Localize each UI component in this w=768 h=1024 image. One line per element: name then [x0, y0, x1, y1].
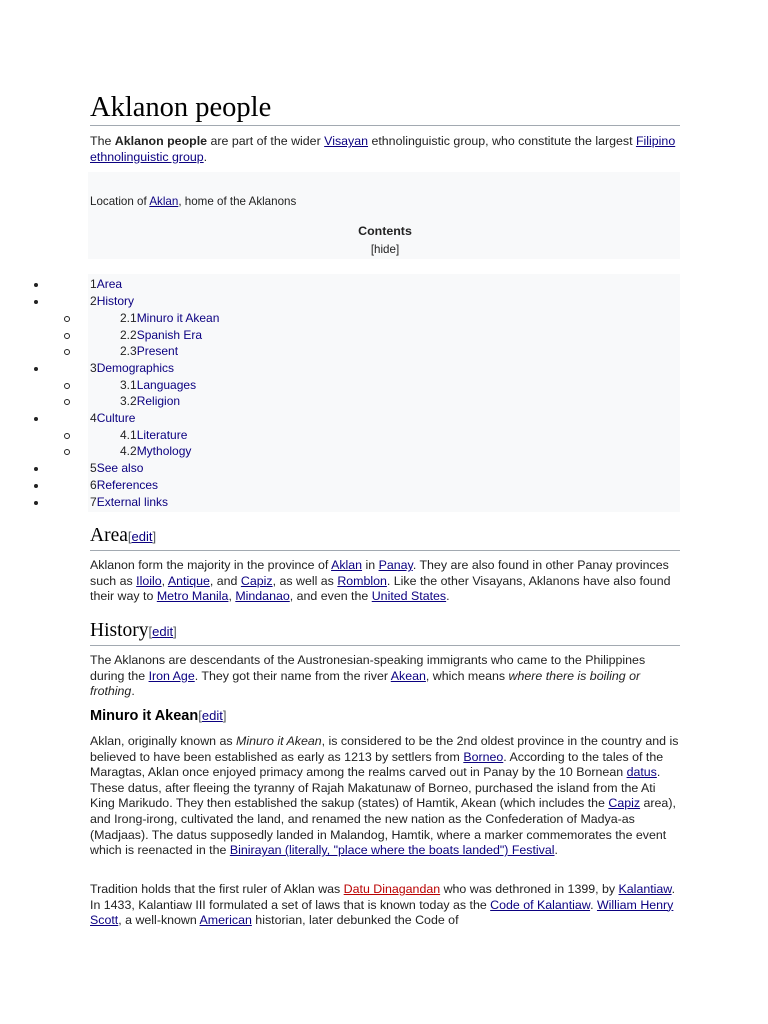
- toc-number: 4: [90, 410, 97, 425]
- link-datu-dinagandan[interactable]: Datu Dinagandan: [343, 882, 441, 896]
- link-romblon[interactable]: Romblon: [337, 573, 387, 588]
- link-capiz-2[interactable]: Capiz: [608, 796, 641, 811]
- link-datus[interactable]: datus: [626, 765, 657, 780]
- toc-number: 4.2: [120, 444, 137, 458]
- toc-number: 2.2: [120, 327, 137, 342]
- heading-minuro-it-akean: Minuro it Akean[edit]: [90, 708, 227, 724]
- toc-number: 3.2: [120, 394, 137, 408]
- toc-link[interactable]: [120, 428, 187, 442]
- lead-paragraph: The Aklanon people are part of the wider Visayan ethnolinguistic group, who constitute the largest Filipino ethnolinguistic group.: [90, 134, 676, 164]
- page-title: Aklanon people: [90, 92, 680, 126]
- toc-label: Languages: [136, 377, 197, 392]
- toc-number: 2: [90, 294, 97, 308]
- toc-number: 4.1: [120, 427, 137, 442]
- toc-label: Present: [136, 344, 179, 358]
- toc-number: 6: [90, 477, 97, 492]
- toc-link[interactable]: [120, 394, 180, 408]
- toc-label: Culture: [96, 410, 136, 425]
- minuro-paragraph-1: Aklan, originally known as Minuro it Akean, is considered to be the 2nd oldest province in the country and is believed to have been established as early as 1213 by settlers from Borneo. According to the tales of the Maragtas, Aklan once enjoyed primacy among the realms carved out in Panay by the 10 Bornean datus. These datus, after fleeing the tyranny of Rajah Makatunaw of Borneo, purchased the island from the Ati King Marikudo. They then established the sakup (states) of Hamtik, Akean (which includes the Capiz area), and Irong-irong, cultivated the land, and renamed the new nation as the Confederation of Madya-as (Madjaas). The datus supposedly landed in Malandog, Hamtik, where a marker commemorates the event which is reenacted in the Binirayan (literally, "place where the boats landed") Festival.: [90, 734, 679, 858]
- edit-section-history[interactable]: [edit]: [148, 624, 177, 639]
- link-binirayan-festival[interactable]: Binirayan (literally, "place where the boats landed") Festival: [229, 843, 555, 858]
- link-iloilo[interactable]: Iloilo: [136, 573, 162, 588]
- toc-item[interactable]: [66, 410, 680, 427]
- link-aklan-2[interactable]: Aklan: [331, 558, 363, 572]
- link-akean[interactable]: Akean: [390, 668, 426, 683]
- toc-number: 3.1: [120, 377, 137, 392]
- figure-caption: Location of Aklan, home of the Aklanons: [90, 195, 297, 208]
- toc-item[interactable]: [66, 293, 680, 310]
- toc-item[interactable]: [66, 327, 680, 344]
- toc-number: 7: [90, 494, 97, 509]
- toc-number: 5: [90, 460, 97, 475]
- toc-item[interactable]: [66, 460, 680, 477]
- toc-item[interactable]: [66, 443, 680, 460]
- toc-item[interactable]: [66, 343, 680, 360]
- toc-number: 2.1: [120, 311, 137, 325]
- link-united-states[interactable]: United States: [371, 589, 447, 604]
- edit-section-area[interactable]: [edit]: [127, 529, 157, 544]
- minuro-paragraph-2: Tradition holds that the first ruler of Aklan was Datu Dinagandan who was dethroned in 1399, by Kalantiaw. In 1433, Kalantiaw III formulated a set of laws that is known today as the Code of Kalantiaw. William Henry Scott, a well-known American historian, later debunked the Code of: [90, 882, 676, 928]
- toc-link[interactable]: [120, 344, 178, 358]
- toc-number: 2.3: [120, 344, 137, 358]
- toc-label: See also: [96, 460, 144, 475]
- toc-number: 3: [90, 360, 97, 375]
- toc-link[interactable]: [120, 328, 202, 342]
- toc-label: Religion: [136, 394, 181, 408]
- link-william-henry-scott[interactable]: William Henry Scott: [90, 897, 674, 928]
- link-capiz[interactable]: Capiz: [240, 573, 273, 588]
- toc-link[interactable]: [90, 277, 122, 291]
- toc-link[interactable]: [90, 461, 143, 475]
- toc-link[interactable]: [90, 495, 168, 509]
- toc-item[interactable]: [66, 377, 680, 394]
- link-visayan[interactable]: Visayan: [324, 134, 369, 148]
- toc-item[interactable]: [66, 310, 680, 327]
- link-metro-manila[interactable]: Metro Manila: [156, 589, 229, 604]
- toc-item[interactable]: [66, 477, 680, 494]
- toc-label: Minuro it Akean: [136, 311, 220, 325]
- toc-number: 1: [90, 277, 97, 291]
- link-iron-age[interactable]: Iron Age: [148, 668, 195, 683]
- toc-link[interactable]: [120, 444, 191, 458]
- edit-section-minuro[interactable]: [edit]: [198, 708, 227, 723]
- toc-item[interactable]: [66, 494, 680, 511]
- toc-item[interactable]: [66, 393, 680, 410]
- toc-item[interactable]: [66, 427, 680, 444]
- link-american[interactable]: American: [199, 913, 252, 928]
- toc-label: References: [96, 477, 159, 492]
- link-kalantiaw[interactable]: Kalantiaw: [618, 882, 672, 896]
- toc-item[interactable]: [66, 276, 680, 293]
- heading-history: History[edit]: [90, 619, 680, 646]
- toc-link[interactable]: [90, 478, 158, 492]
- link-code-of-kalantiaw[interactable]: Code of Kalantiaw: [490, 897, 591, 912]
- toc-label: History: [96, 294, 135, 308]
- link-panay[interactable]: Panay: [378, 558, 413, 572]
- link-aklan[interactable]: Aklan: [149, 195, 179, 208]
- edit-link[interactable]: edit: [131, 529, 153, 544]
- toc-label: Mythology: [136, 444, 192, 458]
- toc-label: Literature: [136, 427, 188, 442]
- edit-link[interactable]: edit: [201, 708, 223, 723]
- toc-link[interactable]: [90, 361, 174, 375]
- toc-hide-toggle[interactable]: [90, 243, 680, 256]
- toc-link[interactable]: [90, 294, 134, 308]
- toc-title: Contents: [358, 224, 412, 238]
- history-paragraph: The Aklanons are descendants of the Austronesian-speaking immigrants who came to the Philippines during the Iron Age. They got their name from the river Akean, which means where there is boiling or frothing.: [90, 653, 646, 699]
- link-borneo[interactable]: Borneo: [463, 749, 504, 764]
- toc-label: Area: [96, 277, 123, 291]
- toc-link[interactable]: [120, 311, 219, 325]
- toc-link[interactable]: [120, 378, 196, 392]
- heading-area: Area[edit]: [90, 524, 680, 551]
- edit-link[interactable]: edit: [152, 624, 174, 639]
- toc-item[interactable]: [66, 360, 680, 377]
- toc-hide-link[interactable]: [hide]: [370, 243, 400, 256]
- toc-link[interactable]: [90, 411, 135, 425]
- link-antique[interactable]: Antique: [167, 573, 210, 588]
- toc-label: External links: [96, 494, 169, 509]
- area-paragraph: Aklanon form the majority in the province of Aklan in Panay. They are also found in other Panay provinces such as Iloilo, Antique, and Capiz, as well as Romblon. Like the other Visayans, Aklanons have also found their way to Metro Manila, Mindanao, and even the United States.: [90, 558, 671, 604]
- link-filipino-ethnolinguistic-group[interactable]: Filipino ethnolinguistic group: [90, 134, 676, 164]
- table-of-contents: [66, 276, 680, 511]
- toc-label: Spanish Era: [136, 327, 203, 342]
- toc-label: Demographics: [96, 360, 175, 375]
- link-mindanao[interactable]: Mindanao: [235, 589, 290, 604]
